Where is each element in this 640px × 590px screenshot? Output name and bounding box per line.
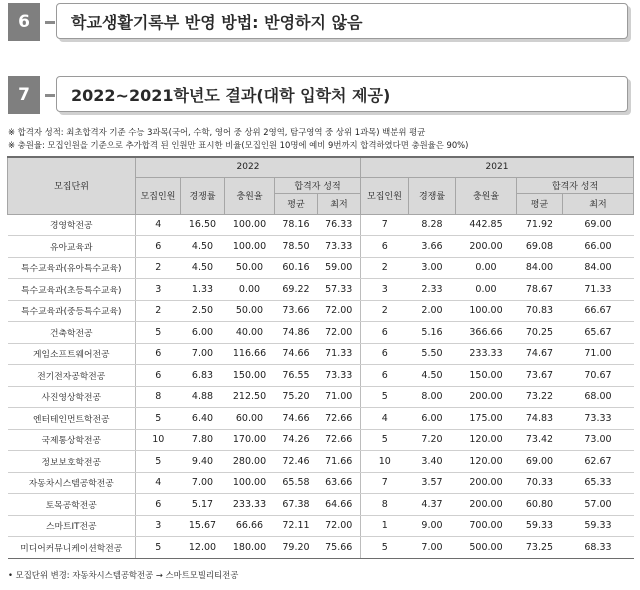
cell-value: 2 — [136, 300, 181, 322]
cell-value: 59.00 — [318, 257, 361, 279]
cell-unit: 전기전자공학전공 — [8, 365, 136, 387]
cell-value: 71.92 — [517, 214, 563, 236]
cell-unit: 특수교육과(유아특수교육) — [8, 257, 136, 279]
cell-unit: 국제통상학전공 — [8, 429, 136, 451]
cell-value: 10 — [136, 429, 181, 451]
cell-value: 73.25 — [517, 537, 563, 559]
cell-value: 6.40 — [181, 408, 225, 430]
table-row — [8, 494, 634, 516]
table-row — [8, 451, 634, 473]
cell-value: 9.40 — [181, 451, 225, 473]
header-year-2021: 2021 — [361, 157, 634, 177]
cell-value: 5 — [136, 322, 181, 344]
cell-value: 8 — [136, 386, 181, 408]
header-avg-2022: 평균 — [275, 193, 318, 214]
cell-value: 0.00 — [456, 279, 517, 301]
cell-value: 70.83 — [517, 300, 563, 322]
cell-value: 68.00 — [563, 386, 634, 408]
cell-value: 3.66 — [409, 236, 456, 258]
cell-value: 59.33 — [517, 515, 563, 537]
cell-value: 75.66 — [318, 537, 361, 559]
cell-value: 76.33 — [318, 214, 361, 236]
cell-value: 65.58 — [275, 472, 318, 494]
cell-value: 212.50 — [225, 386, 275, 408]
cell-value: 69.22 — [275, 279, 318, 301]
cell-value: 6 — [136, 494, 181, 516]
cell-value: 700.00 — [456, 515, 517, 537]
cell-value: 66.00 — [563, 236, 634, 258]
cell-value: 200.00 — [456, 472, 517, 494]
table-row — [8, 343, 634, 365]
cell-value: 7.00 — [181, 343, 225, 365]
cell-value: 7.00 — [181, 472, 225, 494]
cell-value: 71.00 — [318, 386, 361, 408]
cell-value: 5 — [136, 451, 181, 473]
cell-value: 72.66 — [318, 408, 361, 430]
cell-value: 72.00 — [318, 300, 361, 322]
header-year-2022: 2022 — [136, 157, 361, 177]
cell-value: 73.00 — [563, 429, 634, 451]
cell-value: 3 — [361, 279, 409, 301]
cell-value: 75.20 — [275, 386, 318, 408]
header-competition-2022: 경쟁률 — [181, 177, 225, 214]
cell-value: 72.66 — [318, 429, 361, 451]
table-body — [8, 214, 634, 558]
cell-value: 73.22 — [517, 386, 563, 408]
section-6-header — [8, 3, 634, 41]
cell-value: 69.00 — [563, 214, 634, 236]
section-connector — [45, 94, 55, 97]
cell-value: 71.00 — [563, 343, 634, 365]
cell-value: 2 — [136, 257, 181, 279]
cell-unit: 건축학전공 — [8, 322, 136, 344]
cell-value: 60.80 — [517, 494, 563, 516]
cell-value: 50.00 — [225, 300, 275, 322]
cell-value: 5.16 — [409, 322, 456, 344]
section-title: 학교생활기록부 반영 방법: 반영하지 않음 — [56, 3, 628, 39]
header-avg-2021: 평균 — [517, 193, 563, 214]
table-row — [8, 365, 634, 387]
section-number: 6 — [8, 3, 40, 41]
cell-value: 6 — [361, 322, 409, 344]
cell-value: 74.83 — [517, 408, 563, 430]
cell-value: 100.00 — [225, 472, 275, 494]
cell-value: 10 — [361, 451, 409, 473]
cell-value: 78.16 — [275, 214, 318, 236]
cell-value: 3.40 — [409, 451, 456, 473]
cell-value: 280.00 — [225, 451, 275, 473]
cell-value: 15.67 — [181, 515, 225, 537]
cell-value: 120.00 — [456, 451, 517, 473]
notes — [8, 126, 634, 152]
cell-value: 170.00 — [225, 429, 275, 451]
cell-value: 3.00 — [409, 257, 456, 279]
cell-value: 2.33 — [409, 279, 456, 301]
cell-value: 6 — [361, 343, 409, 365]
cell-unit: 유아교육과 — [8, 236, 136, 258]
cell-value: 4 — [136, 472, 181, 494]
cell-value: 4 — [136, 214, 181, 236]
cell-value: 366.66 — [456, 322, 517, 344]
header-scores-2022: 합격자 성적 — [275, 177, 361, 193]
cell-value: 66.67 — [563, 300, 634, 322]
cell-value: 7.00 — [409, 537, 456, 559]
cell-value: 7.80 — [181, 429, 225, 451]
cell-value: 6 — [136, 343, 181, 365]
cell-value: 175.00 — [456, 408, 517, 430]
footnote: • 모집단위 변경: 자동차시스템공학전공 → 스마트모빌리티전공 — [8, 570, 239, 580]
cell-value: 200.00 — [456, 236, 517, 258]
table-row — [8, 408, 634, 430]
cell-unit: 정보보호학전공 — [8, 451, 136, 473]
section-7-header — [8, 76, 634, 114]
cell-value: 6 — [136, 365, 181, 387]
cell-value: 5.17 — [181, 494, 225, 516]
cell-value: 3.57 — [409, 472, 456, 494]
note-scores: ※ 합격자 성적: 최초합격자 기준 수능 3과목(국어, 수학, 영어 중 상위 2영역, 탐구영역 중 상위 1과목) 백분위 평균 — [8, 127, 426, 137]
cell-value: 50.00 — [225, 257, 275, 279]
cell-value: 4.88 — [181, 386, 225, 408]
table-row — [8, 279, 634, 301]
cell-value: 71.33 — [318, 343, 361, 365]
cell-value: 9.00 — [409, 515, 456, 537]
table-row — [8, 386, 634, 408]
cell-unit: 게임소프트웨어전공 — [8, 343, 136, 365]
cell-value: 6 — [361, 365, 409, 387]
cell-value: 6 — [136, 236, 181, 258]
cell-value: 67.38 — [275, 494, 318, 516]
cell-value: 63.66 — [318, 472, 361, 494]
cell-value: 150.00 — [225, 365, 275, 387]
header-unit: 모집단위 — [8, 157, 136, 214]
cell-value: 68.33 — [563, 537, 634, 559]
cell-unit: 자동차시스템공학전공 — [8, 472, 136, 494]
cell-value: 16.50 — [181, 214, 225, 236]
cell-value: 5 — [361, 386, 409, 408]
cell-value: 6.00 — [181, 322, 225, 344]
cell-value: 73.33 — [318, 236, 361, 258]
cell-value: 3 — [136, 515, 181, 537]
cell-value: 116.66 — [225, 343, 275, 365]
cell-value: 70.33 — [517, 472, 563, 494]
table-row — [8, 322, 634, 344]
cell-value: 5.50 — [409, 343, 456, 365]
cell-value: 65.67 — [563, 322, 634, 344]
cell-unit: 엔터테인먼트학전공 — [8, 408, 136, 430]
cell-value: 66.66 — [225, 515, 275, 537]
cell-value: 200.00 — [456, 494, 517, 516]
cell-value: 40.00 — [225, 322, 275, 344]
cell-value: 59.33 — [563, 515, 634, 537]
cell-value: 74.67 — [517, 343, 563, 365]
header-quota-2021: 모집인원 — [361, 177, 409, 214]
cell-value: 73.42 — [517, 429, 563, 451]
section-connector — [45, 21, 55, 24]
header-competition-2021: 경쟁률 — [409, 177, 456, 214]
section-title: 2022~2021학년도 결과(대학 입학처 제공) — [56, 76, 628, 112]
cell-value: 2.50 — [181, 300, 225, 322]
cell-value: 60.00 — [225, 408, 275, 430]
cell-value: 6 — [361, 236, 409, 258]
cell-value: 3 — [136, 279, 181, 301]
cell-value: 73.33 — [563, 408, 634, 430]
cell-value: 2 — [361, 257, 409, 279]
cell-value: 72.11 — [275, 515, 318, 537]
header-min-2021: 최저 — [563, 193, 634, 214]
cell-value: 64.66 — [318, 494, 361, 516]
cell-value: 4.37 — [409, 494, 456, 516]
cell-value: 73.67 — [517, 365, 563, 387]
cell-unit: 경영학전공 — [8, 214, 136, 236]
cell-value: 7 — [361, 472, 409, 494]
cell-value: 76.55 — [275, 365, 318, 387]
cell-value: 2.00 — [409, 300, 456, 322]
table-row — [8, 515, 634, 537]
cell-value: 79.20 — [275, 537, 318, 559]
cell-value: 65.33 — [563, 472, 634, 494]
cell-value: 5 — [136, 408, 181, 430]
cell-value: 233.33 — [456, 343, 517, 365]
cell-value: 8.28 — [409, 214, 456, 236]
cell-value: 73.66 — [275, 300, 318, 322]
cell-value: 7.20 — [409, 429, 456, 451]
cell-value: 4.50 — [409, 365, 456, 387]
cell-value: 6.00 — [409, 408, 456, 430]
cell-unit: 사진영상학전공 — [8, 386, 136, 408]
cell-value: 5 — [361, 429, 409, 451]
cell-value: 233.33 — [225, 494, 275, 516]
cell-value: 5 — [136, 537, 181, 559]
cell-value: 442.85 — [456, 214, 517, 236]
cell-value: 72.46 — [275, 451, 318, 473]
header-min-2022: 최저 — [318, 193, 361, 214]
cell-value: 8.00 — [409, 386, 456, 408]
cell-value: 84.00 — [517, 257, 563, 279]
table-row — [8, 537, 634, 559]
cell-value: 62.67 — [563, 451, 634, 473]
cell-value: 1 — [361, 515, 409, 537]
cell-value: 8 — [361, 494, 409, 516]
cell-value: 57.00 — [563, 494, 634, 516]
note-fill-rate: ※ 충원율: 모집인원을 기준으로 추가합격 된 인원만 표시한 비율(모집인원 10명에 예비 9번까지 합격하였다면 충원율은 90%) — [8, 140, 469, 150]
cell-unit: 특수교육과(초등특수교육) — [8, 279, 136, 301]
cell-value: 200.00 — [456, 386, 517, 408]
cell-unit: 토목공학전공 — [8, 494, 136, 516]
header-fill-2021: 충원율 — [456, 177, 517, 214]
cell-value: 7 — [361, 214, 409, 236]
table-row — [8, 472, 634, 494]
cell-unit: 스마트IT전공 — [8, 515, 136, 537]
cell-unit: 미디어커뮤니케이션학전공 — [8, 537, 136, 559]
cell-value: 70.67 — [563, 365, 634, 387]
table-row — [8, 214, 634, 236]
header-quota-2022: 모집인원 — [136, 177, 181, 214]
cell-value: 74.86 — [275, 322, 318, 344]
cell-value: 84.00 — [563, 257, 634, 279]
cell-value: 0.00 — [225, 279, 275, 301]
cell-value: 1.33 — [181, 279, 225, 301]
cell-value: 2 — [361, 300, 409, 322]
cell-value: 4 — [361, 408, 409, 430]
cell-value: 78.50 — [275, 236, 318, 258]
cell-value: 150.00 — [456, 365, 517, 387]
table-row — [8, 429, 634, 451]
cell-value: 69.00 — [517, 451, 563, 473]
cell-value: 72.00 — [318, 322, 361, 344]
cell-value: 73.33 — [318, 365, 361, 387]
cell-value: 100.00 — [225, 214, 275, 236]
cell-value: 70.25 — [517, 322, 563, 344]
cell-value: 60.16 — [275, 257, 318, 279]
cell-value: 4.50 — [181, 236, 225, 258]
results-table — [7, 156, 634, 559]
section-number: 7 — [8, 76, 40, 114]
table-row — [8, 300, 634, 322]
cell-value: 71.33 — [563, 279, 634, 301]
table-row — [8, 236, 634, 258]
cell-value: 0.00 — [456, 257, 517, 279]
header-scores-2021: 합격자 성적 — [517, 177, 634, 193]
cell-value: 74.26 — [275, 429, 318, 451]
cell-value: 71.66 — [318, 451, 361, 473]
cell-value: 78.67 — [517, 279, 563, 301]
cell-value: 120.00 — [456, 429, 517, 451]
cell-value: 100.00 — [456, 300, 517, 322]
cell-value: 6.83 — [181, 365, 225, 387]
cell-value: 100.00 — [225, 236, 275, 258]
cell-value: 500.00 — [456, 537, 517, 559]
cell-value: 57.33 — [318, 279, 361, 301]
cell-value: 12.00 — [181, 537, 225, 559]
cell-value: 72.00 — [318, 515, 361, 537]
cell-value: 180.00 — [225, 537, 275, 559]
cell-value: 5 — [361, 537, 409, 559]
cell-value: 74.66 — [275, 408, 318, 430]
cell-unit: 특수교육과(중등특수교육) — [8, 300, 136, 322]
cell-value: 74.66 — [275, 343, 318, 365]
table-row — [8, 257, 634, 279]
cell-value: 4.50 — [181, 257, 225, 279]
header-fill-2022: 충원율 — [225, 177, 275, 214]
cell-value: 69.08 — [517, 236, 563, 258]
